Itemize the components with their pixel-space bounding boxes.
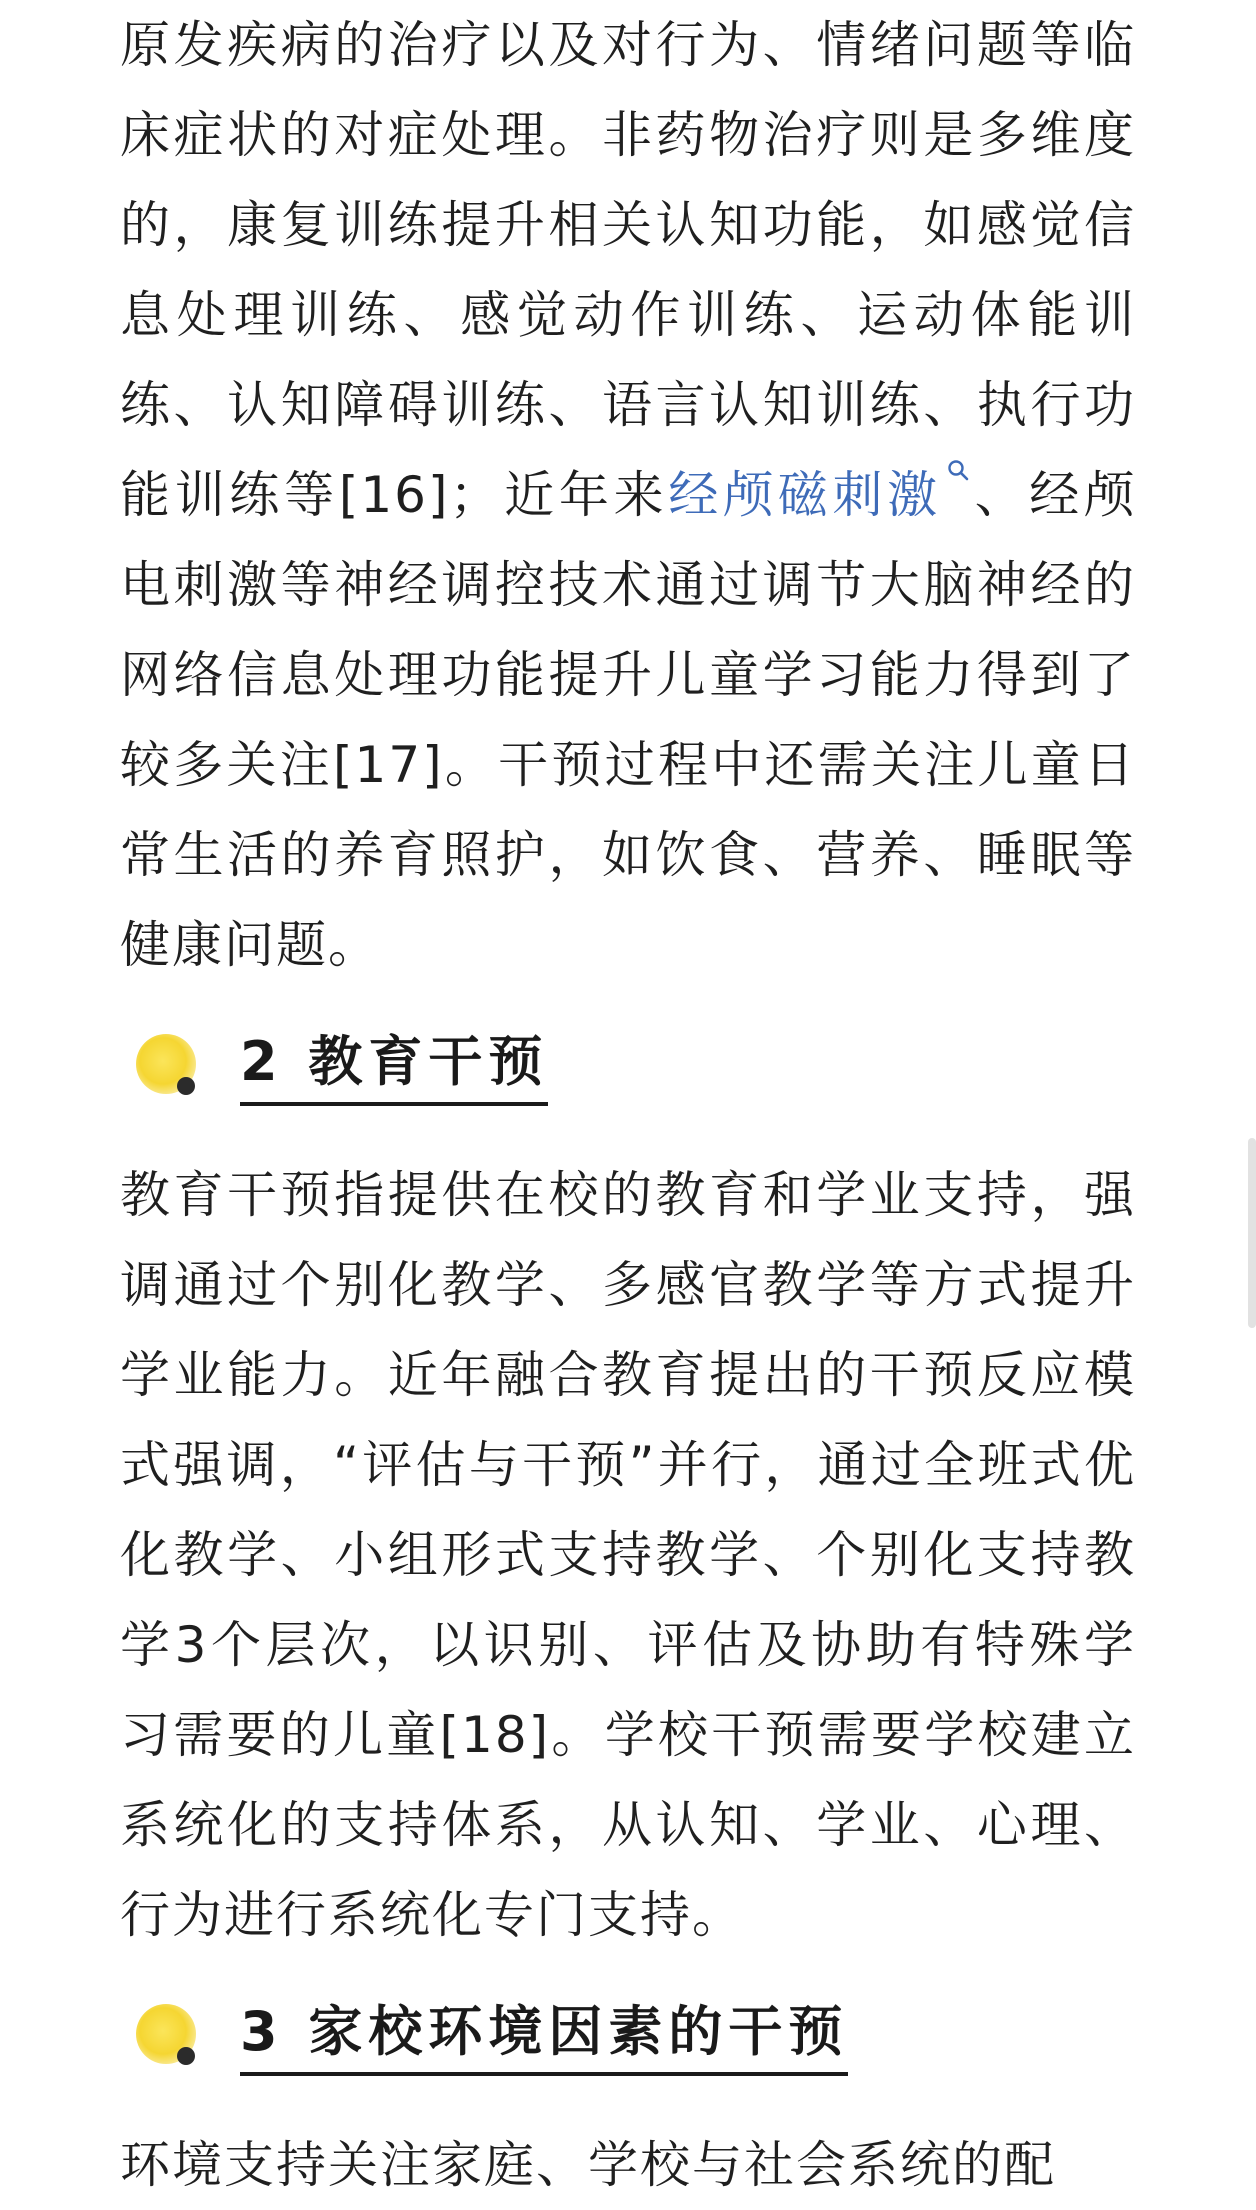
section-heading-environment — [120, 1978, 1136, 2098]
section-title: 3 家校环境因素的干预 — [240, 1996, 848, 2076]
yellow-dot-icon — [132, 2000, 208, 2076]
article-body — [120, 0, 1136, 2210]
paragraph-education: 教育干预指提供在校的教育和学业支持，强调通过个别化教学、多感官教学等方式提升学业能力。近年融合教育提出的干预反应模式强调，“评估与干预”并行，通过全班式优化教学、小组形式支持教学、个别化支持教学3个层次，以识别、评估及协助有特殊学习需要的儿童[18]。学校干预需要学校建立系统化的支持体系，从认知、学业、心理、行为进行系统化专门支持。 — [120, 1166, 1136, 1944]
paragraph-text: 、经颅电刺激等神经调控技术通过调节大脑神经的网络信息处理功能提升儿童学习能力得到了较多关注[17]。干预过程中还需关注儿童日常生活的养育照护，如饮食、营养、睡眠等健康问题。 — [120, 466, 1137, 974]
scrollbar[interactable] — [1248, 1138, 1256, 1328]
section-heading-education — [120, 1008, 1136, 1128]
paragraph-environment: 环境支持关注家庭、学校与社会系统的配 — [120, 2136, 1056, 2194]
section-title: 2 教育干预 — [240, 1026, 548, 1106]
search-icon[interactable] — [946, 458, 970, 482]
keyword-link-tms[interactable]: 经颅磁刺激 — [668, 466, 942, 524]
yellow-dot-icon — [132, 1030, 208, 1106]
paragraph-text: 原发疾病的治疗以及对行为、情绪问题等临床症状的对症处理。非药物治疗则是多维度的，康复训练提升相关认知功能，如感觉信息处理训练、感觉动作训练、运动体能训练、认知障碍训练、语言认知训练、执行功能训练等[16]；近年来 — [120, 16, 1136, 524]
paragraph-treatment — [120, 0, 1136, 990]
